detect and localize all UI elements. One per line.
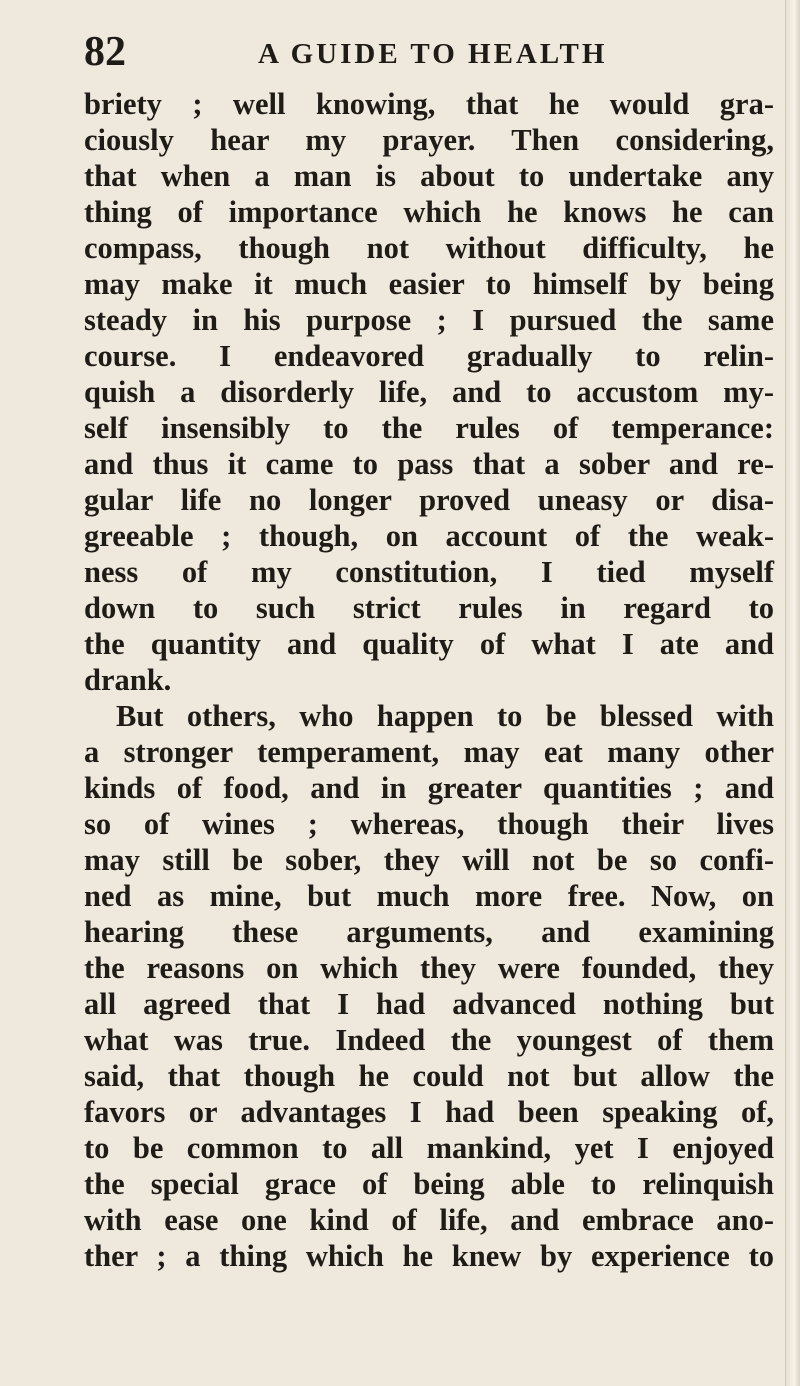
- text-line: said, that though he could not but allow the: [84, 1059, 774, 1093]
- text-line: drank.: [84, 663, 172, 697]
- text-line: ned as mine, but much more free. Now, on: [84, 879, 774, 913]
- text-line: so of wines ; whereas, though their lives: [84, 807, 774, 841]
- text-line: all agreed that I had advanced nothing but: [84, 987, 774, 1021]
- page-edge: [785, 0, 800, 1386]
- text-line: ness of my constitution, I tied myself: [84, 555, 774, 589]
- text-line: and thus it came to pass that a sober and re-: [84, 447, 774, 481]
- text-line: what was true. Indeed the youngest of them: [84, 1023, 774, 1057]
- body-text: [84, 86, 774, 1274]
- text-line: kinds of food, and in greater quantities ; and: [84, 771, 774, 805]
- text-line: may make it much easier to himself by being: [84, 267, 774, 301]
- text-line: self insensibly to the rules of temperance:: [84, 411, 774, 445]
- text-line: ciously hear my prayer. Then considering,: [84, 123, 774, 157]
- text-line: a stronger temperament, may eat many other: [84, 735, 774, 769]
- text-line: the special grace of being able to relinquish: [84, 1167, 774, 1201]
- running-head: [84, 30, 784, 78]
- page-number: 82: [84, 29, 126, 75]
- text-line: with ease one kind of life, and embrace ano-: [84, 1203, 774, 1237]
- text-line: may still be sober, they will not be so confi-: [84, 843, 774, 877]
- text-line: that when a man is about to undertake any: [84, 159, 774, 193]
- text-line: greeable ; though, on account of the weak-: [84, 519, 774, 553]
- text-line: the quantity and quality of what I ate and: [84, 627, 774, 661]
- text-line: But others, who happen to be blessed with: [116, 699, 774, 733]
- text-line: favors or advantages I had been speaking of,: [84, 1095, 774, 1129]
- text-line: down to such strict rules in regard to: [84, 591, 774, 625]
- text-line: gular life no longer proved uneasy or disa-: [84, 483, 774, 517]
- text-line: quish a disorderly life, and to accustom my-: [84, 375, 774, 409]
- text-line: hearing these arguments, and examining: [84, 915, 774, 949]
- text-line: to be common to all mankind, yet I enjoyed: [84, 1131, 774, 1165]
- text-line: compass, though not without difficulty, he: [84, 231, 774, 265]
- text-line: course. I endeavored gradually to relin-: [84, 339, 774, 373]
- text-line: ther ; a thing which he knew by experience to: [84, 1239, 774, 1273]
- text-line: the reasons on which they were founded, they: [84, 951, 774, 985]
- text-line: briety ; well knowing, that he would gra-: [84, 87, 774, 121]
- text-line: steady in his purpose ; I pursued the same: [84, 303, 774, 337]
- running-title: A GUIDE TO HEALTH: [258, 38, 608, 70]
- text-line: thing of importance which he knows he can: [84, 195, 774, 229]
